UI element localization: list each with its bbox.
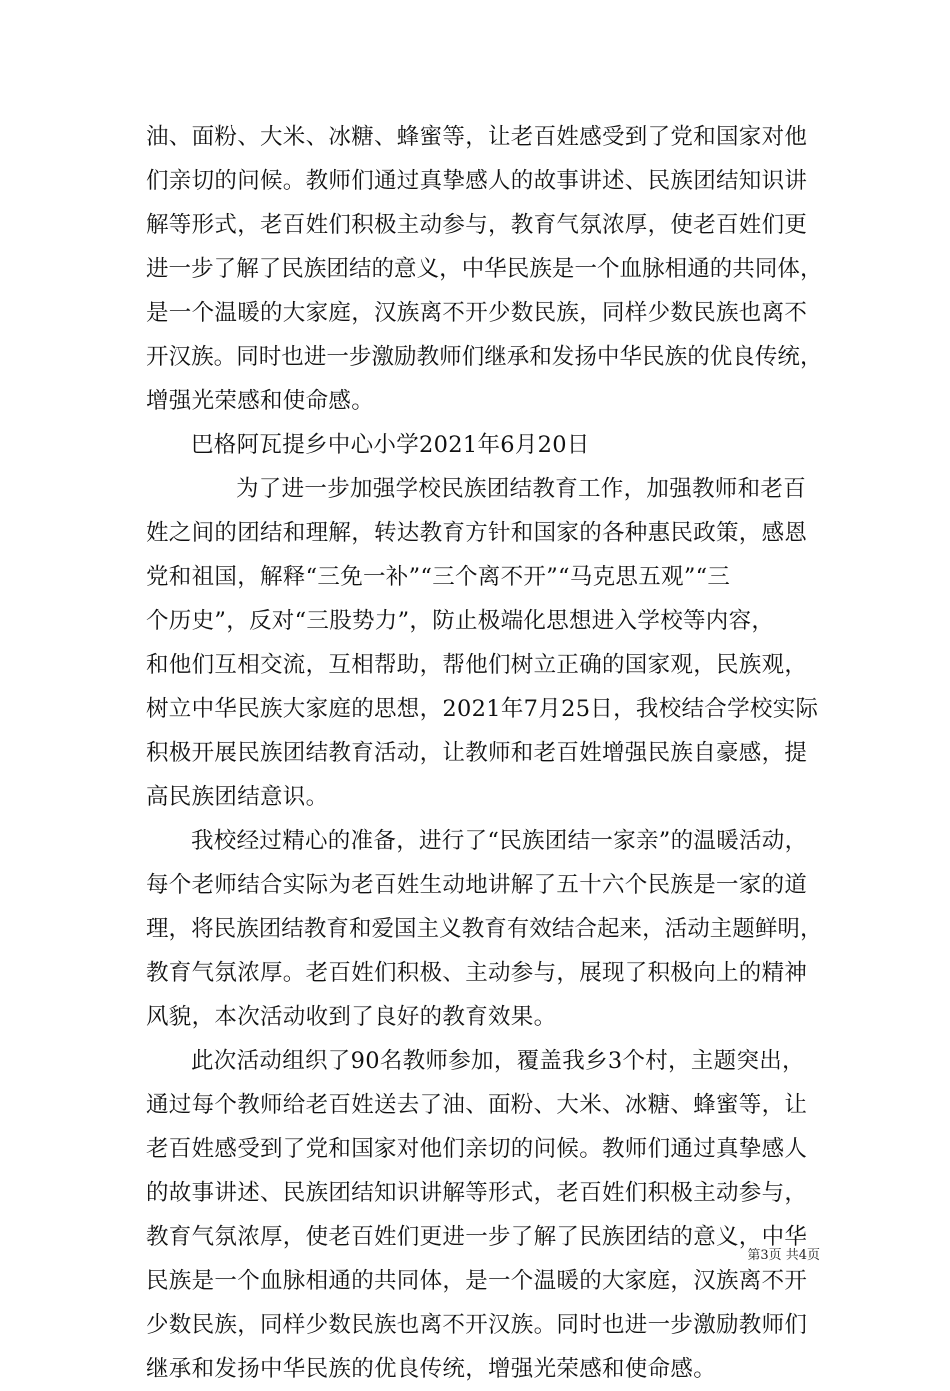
text-line: 是一个温暖的大家庭，汉族离不开少数民族，同样少数民族也离不	[146, 300, 808, 326]
text-line: 为了进一步加强学校民族团结教育工作，加强教师和老百	[236, 476, 807, 502]
signature-date: 巴格阿瓦提乡中心小学2021年6月20日	[191, 432, 590, 458]
text-line: 我校经过精心的准备，进行了“民族团结一家亲”的温暖活动，	[191, 828, 808, 854]
text-line: 增强光荣感和使命感。	[146, 388, 375, 414]
text-line: 党和祖国，解释“三免一补”“三个离不开”“马克思五观”“三	[146, 564, 731, 590]
text-line: 树立中华民族大家庭的思想，2021年7月25日，我校结合学校实际	[146, 696, 819, 722]
text-line: 此次活动组织了90名教师参加，覆盖我乡3个村，主题突出，	[191, 1048, 805, 1074]
paragraph-2	[146, 467, 826, 819]
text-line: 进一步了解了民族团结的意义，中华民族是一个血脉相通的共同体，	[146, 256, 823, 282]
text-line: 老百姓感受到了党和国家对他们亲切的问候。教师们通过真挚感人	[146, 1136, 808, 1162]
document-body	[146, 115, 826, 1391]
text-line: 风貌，本次活动收到了良好的教育效果。	[146, 1004, 557, 1030]
text-line: 开汉族。同时也进一步激励教师们继承和发扬中华民族的优良传统，	[146, 344, 823, 370]
text-line: 民族是一个血脉相通的共同体，是一个温暖的大家庭，汉族离不开	[146, 1268, 808, 1294]
text-line: 每个老师结合实际为老百姓生动地讲解了五十六个民族是一家的道	[146, 872, 808, 898]
text-line: 少数民族，同样少数民族也离不开汉族。同时也进一步激励教师们	[146, 1312, 808, 1338]
text-line: 解等形式，老百姓们积极主动参与，教育气氛浓厚，使老百姓们更	[146, 212, 808, 238]
text-line: 和他们互相交流，互相帮助，帮他们树立正确的国家观，民族观，	[146, 652, 808, 678]
text-line: 们亲切的问候。教师们通过真挚感人的故事讲述、民族团结知识讲	[146, 168, 808, 194]
text-line: 积极开展民族团结教育活动，让教师和老百姓增强民族自豪感，提	[146, 740, 808, 766]
paragraph-1	[146, 115, 826, 423]
text-line: 继承和发扬中华民族的优良传统，增强光荣感和使命感。	[146, 1356, 717, 1382]
page-number-footer: 第3页 共4页	[747, 1248, 820, 1263]
text-line: 教育气氛浓厚，使老百姓们更进一步了解了民族团结的意义，中华	[146, 1224, 808, 1250]
text-line: 的故事讲述、民族团结知识讲解等形式，老百姓们积极主动参与，	[146, 1180, 808, 1206]
text-line: 姓之间的团结和理解，转达教育方针和国家的各种惠民政策，感恩	[146, 520, 808, 546]
text-line: 理，将民族团结教育和爱国主义教育有效结合起来，活动主题鲜明，	[146, 916, 823, 942]
text-line: 教育气氛浓厚。老百姓们积极、主动参与，展现了积极向上的精神	[146, 960, 808, 986]
paragraph-3	[146, 819, 826, 1039]
text-line: 高民族团结意识。	[146, 784, 329, 810]
text-line: 油、面粉、大米、冰糖、蜂蜜等，让老百姓感受到了党和国家对他	[146, 124, 808, 150]
text-line: 通过每个教师给老百姓送去了油、面粉、大米、冰糖、蜂蜜等，让	[146, 1092, 808, 1118]
paragraph-4	[146, 1039, 826, 1391]
text-line: 个历史”，反对“三股势力”，防止极端化思想进入学校等内容，	[146, 608, 775, 634]
